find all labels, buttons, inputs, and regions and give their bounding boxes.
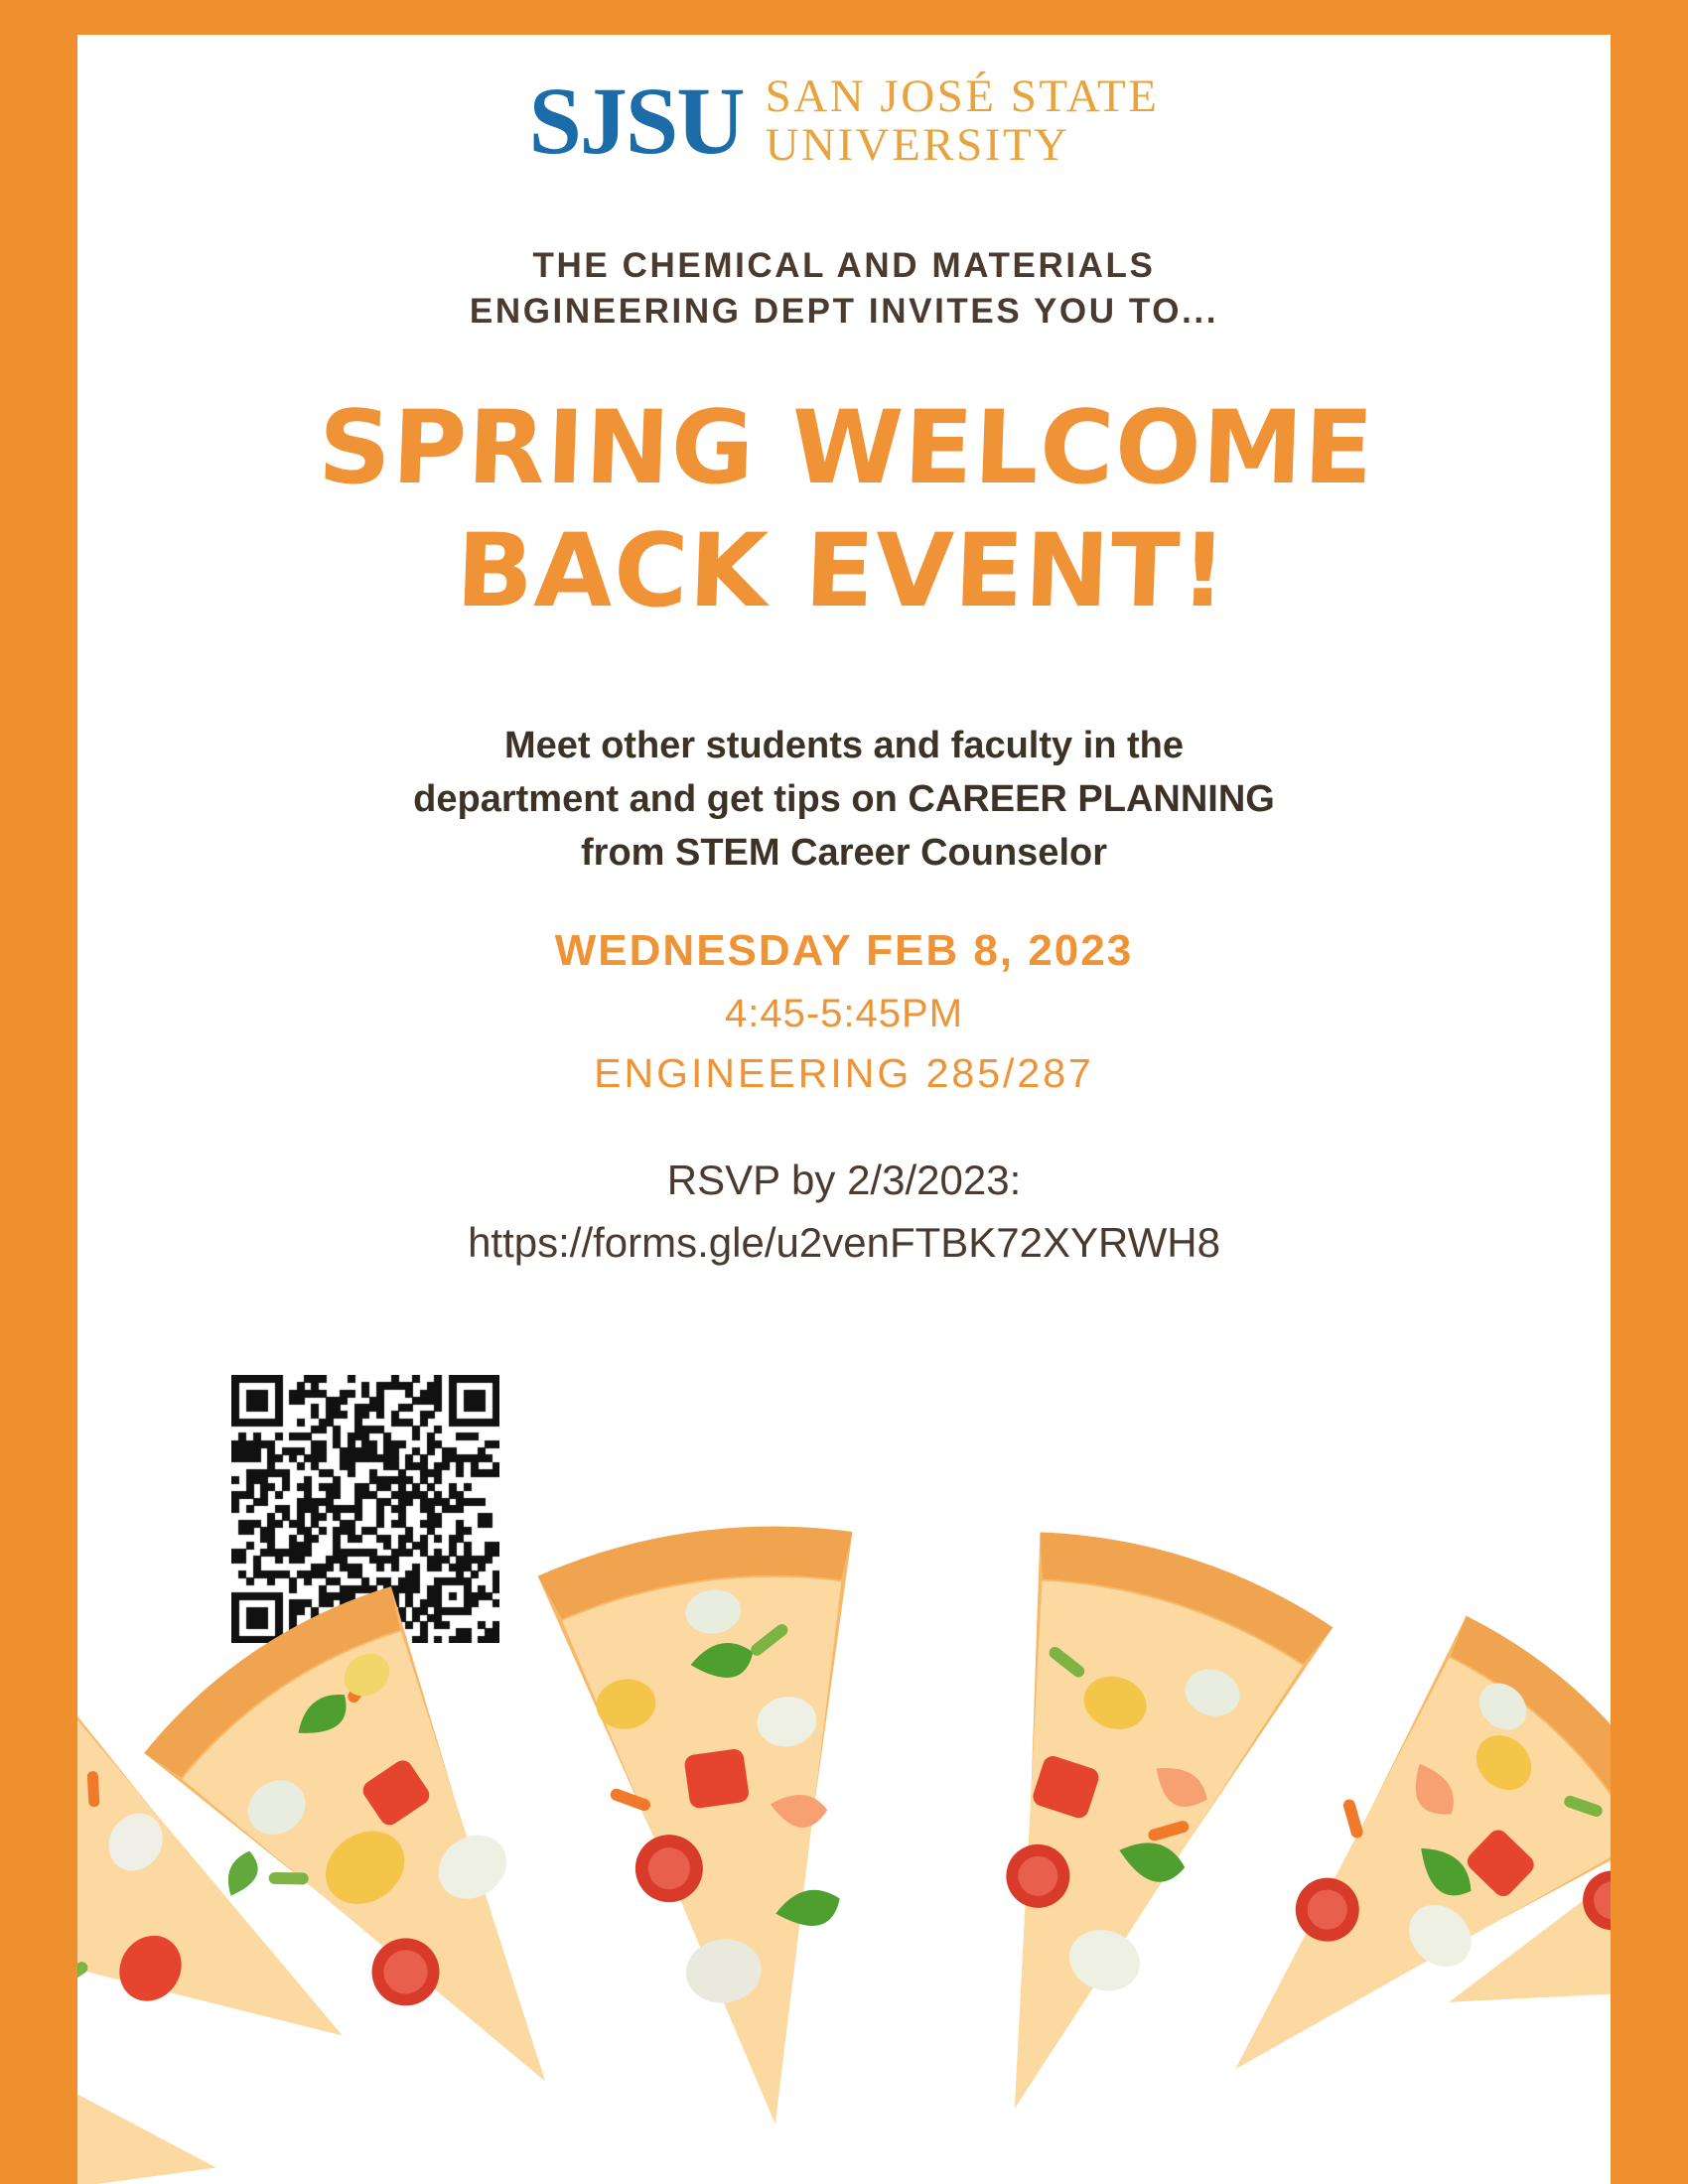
sjsu-wordmark	[766, 72, 1160, 171]
sjsu-wordmark-line2: UNIVERSITY	[765, 119, 1070, 172]
event-date: WEDNESDAY FEB 8, 2023	[554, 926, 1134, 975]
sjsu-logo	[77, 68, 1611, 175]
event-description: Meet other students and faculty in the department and get tips on CAREER PLANNING from STEM Career Counselor	[413, 725, 1275, 874]
event-title-line2: BACK EVENT!	[454, 512, 1230, 631]
qr-code[interactable]	[221, 1365, 509, 1653]
sjsu-acronym: SJSU	[528, 68, 744, 175]
event-location: ENGINEERING 285/287	[594, 1050, 1094, 1096]
department-invite-text: THE CHEMICAL AND MATERIALS ENGINEERING DEPT INVITES YOU TO...	[469, 246, 1219, 331]
event-title-line1: SPRING WELCOME	[316, 389, 1376, 507]
event-title	[77, 387, 1611, 634]
rsvp-deadline: RSVP by 2/3/2023:	[666, 1157, 1022, 1203]
qr-code-canvas	[231, 1375, 499, 1643]
event-time: 4:45-5:45PM	[724, 992, 964, 1035]
rsvp-link[interactable]: https://forms.gle/u2venFTBK72XYRWH8	[468, 1219, 1220, 1266]
event-details	[77, 918, 1611, 1105]
poster-page	[77, 35, 1611, 2184]
sjsu-wordmark-line1: SAN JOSÉ STATE	[765, 70, 1160, 122]
rsvp-block	[77, 1149, 1611, 1274]
